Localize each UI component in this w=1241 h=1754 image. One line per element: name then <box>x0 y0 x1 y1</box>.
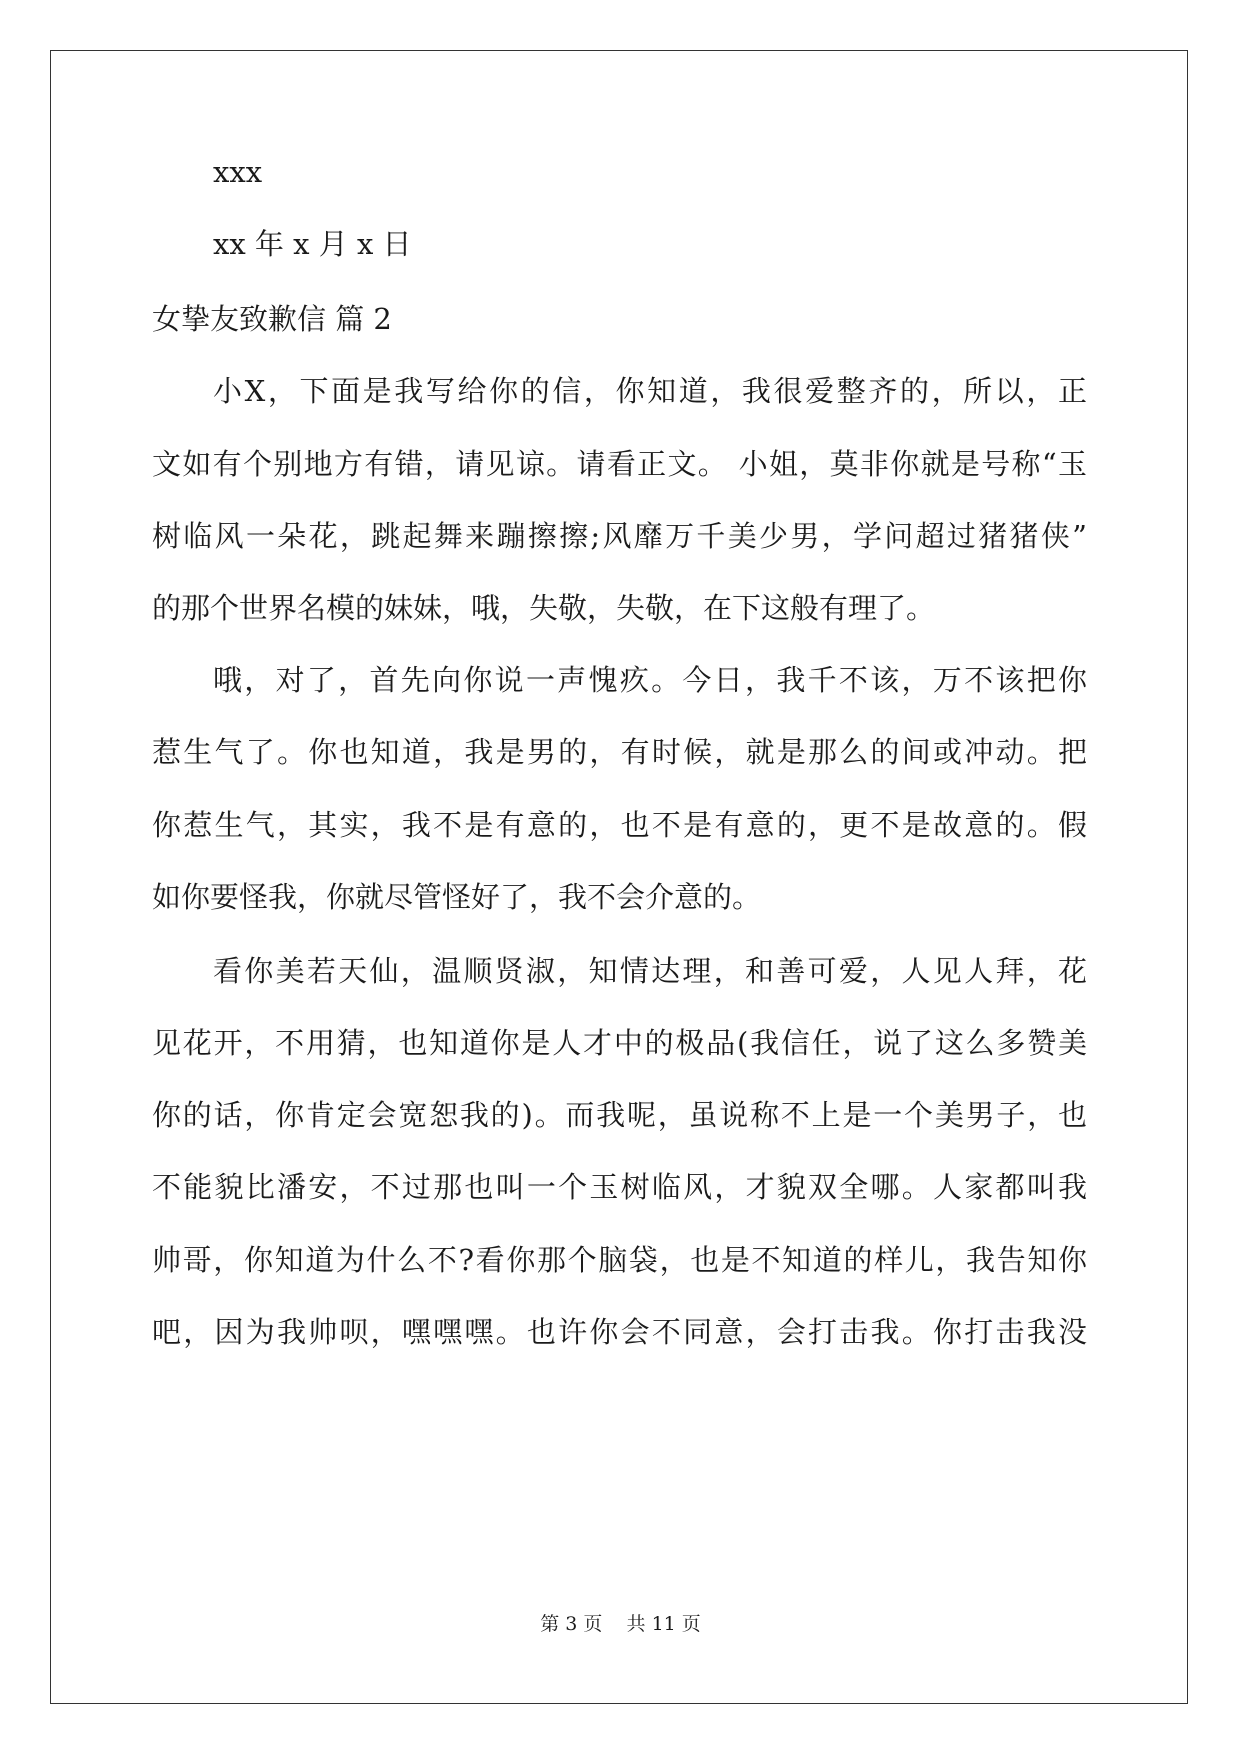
signature-date: xx 年 x 月 x 日 <box>213 227 412 261</box>
signature-name: xxx <box>213 155 263 189</box>
paragraph-line: 如你要怪我，你就尽管怪好了，我不会介意的。 <box>152 880 762 914</box>
paragraph-line: 帅哥，你知道为什么不?看你那个脑袋，也是不知道的样儿，我告知你 <box>152 1243 1087 1277</box>
paragraph-line: 吧，因为我帅呗，嘿嘿嘿。也许你会不同意，会打击我。你打击我没 <box>152 1315 1087 1349</box>
page-footer <box>0 1612 1241 1636</box>
paragraph-line: 你的话，你肯定会宽恕我的)。而我呢，虽说称不上是一个美男子，也 <box>152 1098 1087 1132</box>
section-title: 女挚友致歉信 篇 2 <box>152 302 392 336</box>
paragraph-line: 小X，下面是我写给你的信，你知道，我很爱整齐的，所以，正 <box>213 374 1087 408</box>
paragraph-line: 哦，对了，首先向你说一声愧疚。今日，我千不该，万不该把你 <box>213 663 1087 697</box>
paragraph-line: 文如有个别地方有错，请见谅。请看正文。 小姐，莫非你就是号称“玉 <box>152 447 1087 481</box>
paragraph-line: 的那个世界名模的妹妹，哦，失敬，失敬，在下这般有理了。 <box>152 591 936 625</box>
paragraph-line: 不能貌比潘安，不过那也叫一个玉树临风，才貌双全哪。人家都叫我 <box>152 1170 1087 1204</box>
paragraph-line: 见花开，不用猜，也知道你是人才中的极品(我信任，说了这么多赞美 <box>152 1026 1087 1060</box>
page-total: 共 11 页 <box>626 1613 701 1635</box>
paragraph-line: 树临风一朵花，跳起舞来蹦擦擦;风靡万千美少男，学问超过猪猪侠” <box>152 519 1087 553</box>
paragraph-line: 你惹生气，其实，我不是有意的，也不是有意的，更不是故意的。假 <box>152 808 1087 842</box>
page-number: 第 3 页 <box>540 1613 603 1635</box>
paragraph-line: 看你美若天仙，温顺贤淑，知情达理，和善可爱，人见人拜，花 <box>213 954 1087 988</box>
paragraph-line: 惹生气了。你也知道，我是男的，有时候，就是那么的间或冲动。把 <box>152 735 1087 769</box>
